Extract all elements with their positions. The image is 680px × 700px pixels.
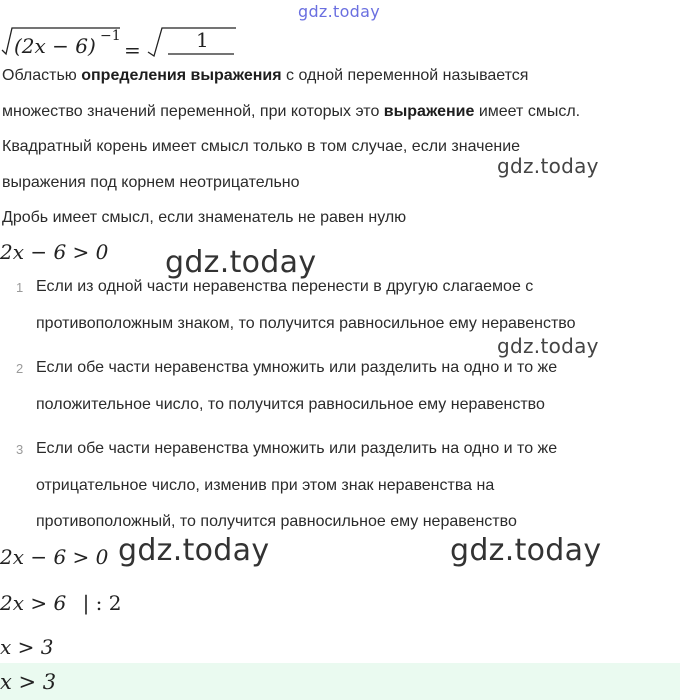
definition-line-1: Областью определения выражения с одной переменной называется xyxy=(2,67,529,84)
fraction-numerator: 1 xyxy=(196,28,209,52)
rule-number: 3 xyxy=(16,442,24,457)
watermark: gdz.today xyxy=(165,245,317,280)
rule-text-line: отрицательное число, изменив при этом знак неравенства на xyxy=(36,477,495,494)
inequality-3: 2x > 6 | : 2 xyxy=(0,591,122,615)
rule-text-line: противоположным знаком, то получится равносильное ему неравенство xyxy=(36,315,576,332)
watermark: gdz.today xyxy=(497,334,599,358)
watermark: gdz.today xyxy=(118,533,270,568)
formula-top xyxy=(0,22,260,62)
sqrt-rule-line-2: выражения под корнем неотрицательно xyxy=(2,174,300,191)
fraction-rule: Дробь имеет смысл, если знаменатель не равен нулю xyxy=(2,209,407,226)
watermark: gdz.today xyxy=(497,154,599,178)
rule-text-line: противоположный, то получится равносильное ему неравенство xyxy=(36,513,517,530)
inequality-4: x > 3 xyxy=(0,635,54,659)
term-domain: определения выражения xyxy=(81,67,282,84)
rule-number: 1 xyxy=(16,280,24,295)
rule-text-line: положительное число, то получится равносильное ему неравенство xyxy=(36,396,545,413)
answer-box xyxy=(0,663,680,700)
rule-text-line: Если из одной части неравенства перенести в другую слагаемое с xyxy=(36,278,534,295)
definition-line-2: множество значений переменной, при которых это выражение имеет смысл. xyxy=(2,103,581,120)
equals-sign: = xyxy=(124,38,141,62)
watermark-top: gdz.today xyxy=(298,2,380,21)
sqrt-rule-line-1: Квадратный корень имеет смысл только в том случае, если значение xyxy=(2,138,521,155)
rule-text-line: Если обе части неравенства умножить или разделить на одно и то же xyxy=(36,359,558,376)
inequality-1: 2x − 6 > 0 xyxy=(0,240,109,264)
term-expression: выражение xyxy=(383,103,475,120)
rule-text-line: Если обе части неравенства умножить или разделить на одно и то же xyxy=(36,440,558,457)
answer-value: x > 3 xyxy=(0,670,57,694)
rule-number: 2 xyxy=(16,361,24,376)
watermark: gdz.today xyxy=(450,533,602,568)
sqrt-exponent: −1 xyxy=(100,28,121,44)
sqrt-radicand: (2x − 6) xyxy=(14,34,96,58)
inequality-2: 2x − 6 > 0 xyxy=(0,545,109,569)
divide-by-two: | : 2 xyxy=(82,591,122,615)
